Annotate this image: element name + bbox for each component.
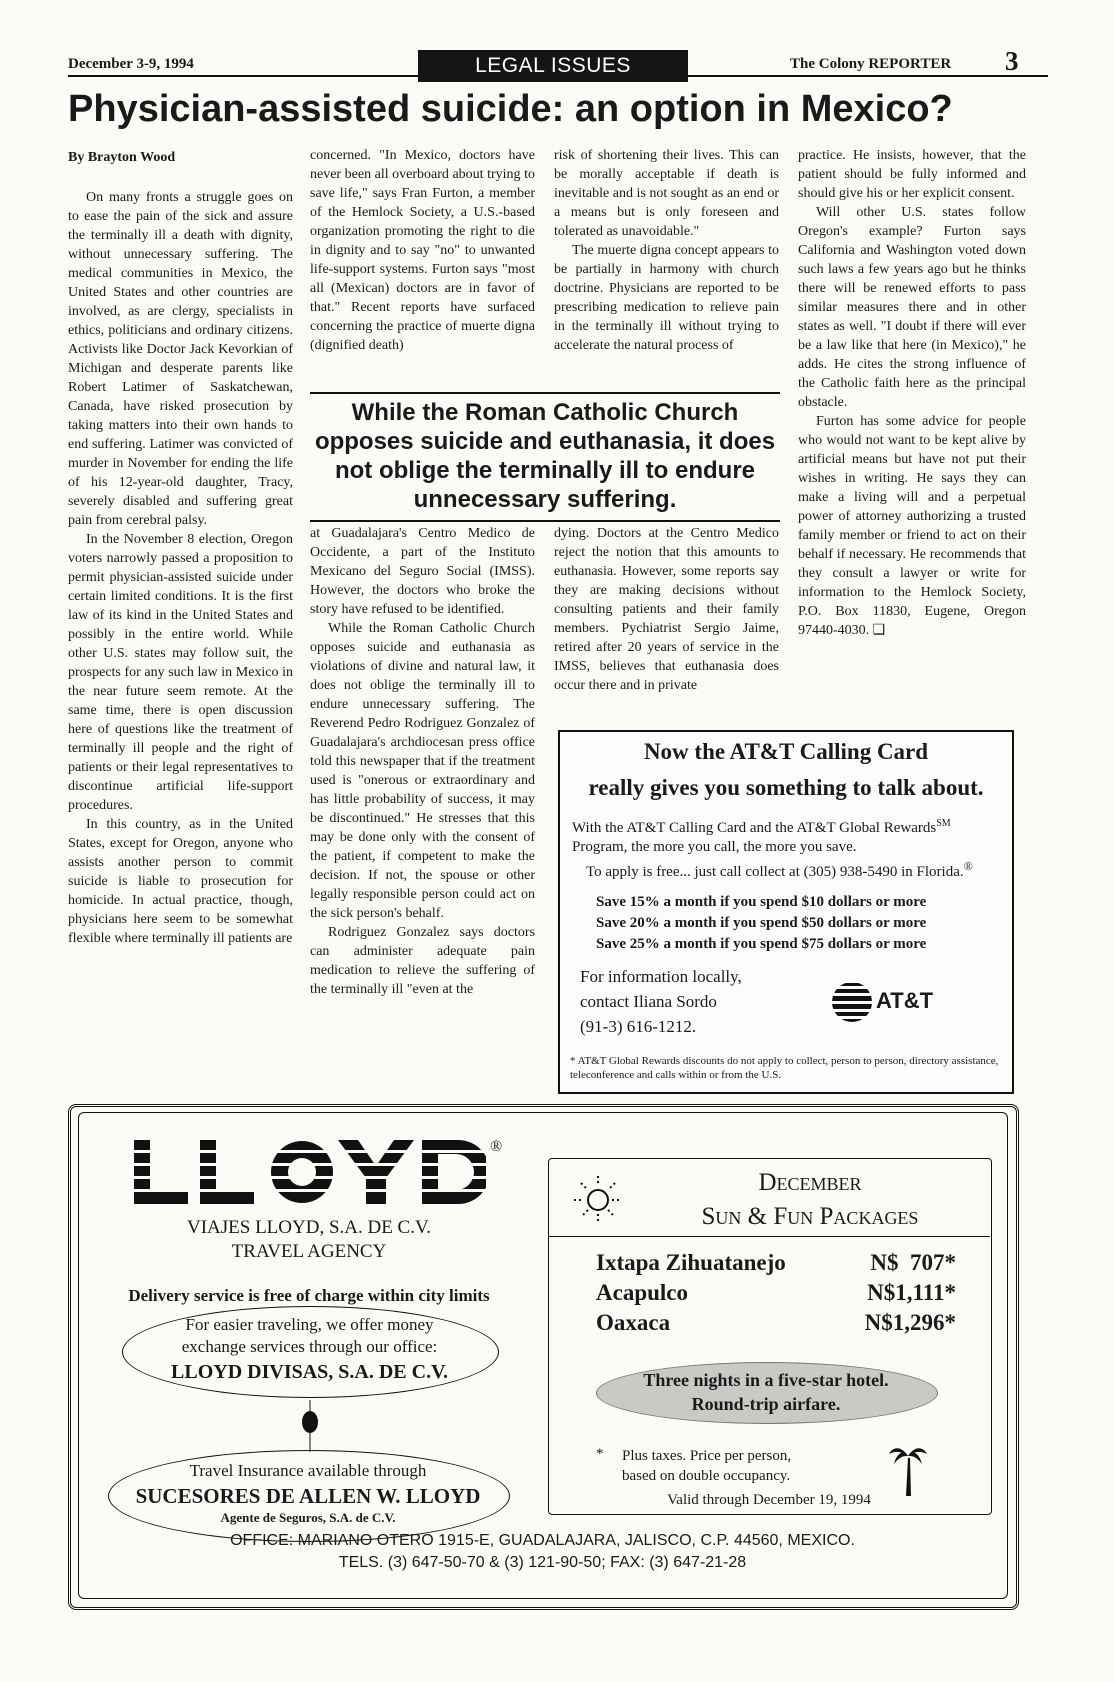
att-headline-1: Now the AT&T Calling Card [643, 739, 929, 764]
service-mark: SM [936, 818, 951, 829]
att-body [560, 814, 1012, 882]
packages-title [640, 1166, 980, 1234]
connector-dot-icon [300, 1400, 320, 1457]
paragraph: While the Roman Catholic Church opposes suicide and euthanasia as violations of divine and natural law, it does not oblige the terminally ill to endure unnecessary suffering. The Reverend Pedro Rodriguez Gonzalez of Guadalajara's archdiocesan press office told this newspaper that if the treatment used is "onerous or extraordinary and has little probability of success, it may be discontinued." He stresses that this may be done only with the consent of the patient, if competent to make the decision. If not, the spouse or other legally responsible person could act on the sick person's behalf. [310, 621, 535, 921]
att-logo-text: AT&T [876, 988, 934, 1013]
paragraph: In the November 8 election, Oregon voters narrowly passed a proposition to permit physician-assisted suicide under certain limited conditions. It is the first law of its kind in the United States and possibly in the entire world. While other U.S. states may follow suit, the prospects for any such law in Mexico in the near future seem remote. At the same time, there is open discussion here of questions like the treatment of terminally ill people and the right of patients or their legal representatives to discontinue artificial life-support procedures. [68, 532, 293, 813]
insurance-line: Travel Insurance available through [189, 1461, 427, 1480]
note-asterisk: * [596, 1446, 604, 1462]
info-line: contact Iliana Sordo [580, 992, 717, 1011]
att-savings-list [560, 892, 1012, 955]
att-logo [830, 980, 934, 1029]
office-address: OFFICE: MARIANO OTERO 1915-E, GUADALAJARA, JALISCO, C.P. 44560, MEXICO. [230, 1532, 855, 1549]
feature-line: Three nights in a five-star hotel. [643, 1370, 889, 1390]
paragraph: practice. He insists, however, that the patient should be fully informed and should give his or her explicit consent. [798, 148, 1026, 201]
registered-mark: ® [963, 859, 973, 873]
feature-line: Round-trip airfare. [691, 1394, 841, 1414]
att-body-line [572, 857, 1000, 882]
pull-quote: While the Roman Catholic Church opposes suicide and euthanasia, it does not oblige the terminally ill to endure unnecessary suffering. [310, 392, 780, 522]
exchange-line: For easier traveling, we offer money [185, 1315, 434, 1334]
paragraph [798, 412, 1026, 640]
att-body-text: To apply is free... just call collect at (305) 938-5490 in Florida. [586, 864, 964, 880]
paragraph: dying. Doctors at the Centro Medico reject the notion that this amounts to euthanasia. However, some reports say they are making decisions without consulting patients and their family members. Pychiatrist Sergio Jaime, retired after 20 years of service in the IMSS, believes that euthanasia does occur there and in private [554, 526, 779, 693]
destination-list [596, 1248, 956, 1338]
article-column-2-bottom [310, 524, 535, 999]
paragraph: risk of shortening their lives. This can be morally acceptable if death is inevitable and is not sought as an end or a means but is only foreseen and tolerated as unavoidable." [554, 148, 779, 239]
paragraph: Rodriguez Gonzalez says doctors can administer adequate pain medication to relieve the suffering of the terminally ill "even at the [310, 925, 535, 997]
lloyd-exchange-text [122, 1314, 497, 1383]
att-calling-card-ad [558, 730, 1014, 1094]
article-headline: Physician-assisted suicide: an option in Mexico? [68, 88, 953, 130]
info-line: For information locally, [580, 967, 742, 986]
lloyd-agency-label: TRAVEL AGENCY [231, 1241, 387, 1262]
package-features [596, 1368, 936, 1416]
lloyd-office-info [80, 1530, 1005, 1574]
lloyd-registered-mark: ® [490, 1138, 503, 1155]
destination-row [596, 1308, 956, 1338]
article-column-2-top [310, 146, 535, 355]
note-line: based on double occupancy. [622, 1468, 791, 1484]
att-body-text: With the AT&T Calling Card and the AT&T Global Rewards [572, 820, 937, 836]
paragraph: concerned. "In Mexico, doctors have never been all overboard about trying to save life," says Fran Furton, a member of the Hemlock Society, a U.S.-based organization promoting the right to die in dignity and to say "no" to unwanted life-support systems. Furton says "most all (Mexican) doctors are in favor of that." Recent reports have surfaced concerning the practice of muerte digna (dignified death) [310, 148, 535, 353]
destination-name: Ixtapa Zihuatanejo [596, 1250, 786, 1275]
exchange-line: exchange services through our office: [181, 1337, 438, 1356]
destination-price: N$1,296* [864, 1310, 956, 1335]
package-valid-through: Valid through December 19, 1994 [667, 1492, 871, 1508]
att-body-line [572, 814, 1000, 838]
destination-name: Acapulco [596, 1280, 688, 1305]
byline: By Brayton Wood [68, 150, 176, 165]
savings-tier: Save 20% a month if you spend $50 dollars or more [596, 915, 927, 931]
paragraph: Will other U.S. states follow Oregon's example? Furton says California and Washington voted down such laws a few years ago but he thinks there will be renewed efforts to pass similar measures there and in other states as well. "I doubt if there will ever be a law like that here (in Mexico)," he adds. He cites the strong influence of the Catholic faith here as the principal obstacle. [798, 205, 1026, 410]
destination-row [596, 1278, 956, 1308]
packages-name: Sun & Fun Packages [701, 1203, 919, 1230]
note-line: Plus taxes. Price per person, [622, 1448, 792, 1464]
paragraph: On many fronts a struggle goes on to ease the pain of the sick and assure the terminally ill a death with dignity, without unnecessary suffering. The medical communities in Mexico, the United States and other countries are involved, as are clergy, specialists in ethics, politicians and ordinary citizens. Activists like Doctor Jack Kevorkian of Michigan and desperate parents like Robert Latimer of Saskatchewan, Canada, have risked prosecution by taking matters into their own hands to end suffering. Latimer was convicted of murder in November for ending the life of his 12-year-old daughter, Tracy, severely disabled and suffering great pain from cerebral palsy. [68, 190, 293, 528]
article-column-4 [798, 146, 1026, 640]
issue-date: December 3-9, 1994 [68, 56, 194, 72]
publication-name: The Colony REPORTER [790, 56, 952, 72]
sun-icon [572, 1174, 624, 1231]
lloyd-insurance-text [108, 1460, 508, 1526]
att-body-line: Program, the more you call, the more you save. [572, 839, 857, 855]
destination-name: Oaxaca [596, 1310, 671, 1335]
section-label: LEGAL ISSUES [418, 50, 688, 82]
package-note [622, 1446, 791, 1486]
lloyd-wordmark-icon [134, 1140, 486, 1204]
att-headline-2: really gives you something to talk about. [588, 775, 984, 800]
end-mark-icon: ❑ [872, 623, 886, 638]
lloyd-divisas: LLOYD DIVISAS, S.A. DE C.V. [171, 1361, 448, 1383]
article-column-3-bottom [554, 524, 779, 695]
destination-price: N$1,111* [867, 1280, 956, 1305]
destination-row [596, 1248, 956, 1278]
lloyd-striped-wordmark [134, 1140, 486, 1204]
paragraph-text: Furton has some advice for people who would not want to be kept alive by artificial means but have not put their wishes in writing. He says they can make a living will and a perpetual power of attorney authorizing a trusted family member or friend to act on their behalf if necessary. He recommends that they consult a lawyer or write for information to the Hemlock Society, P.O. Box 11830, Eugene, Oregon 97440-4030. [798, 414, 1026, 638]
lloyd-company-name: VIAJES LLOYD, S.A. DE C.V. [186, 1217, 432, 1238]
savings-tier: Save 25% a month if you spend $75 dollars or more [596, 936, 927, 952]
office-phones: TELS. (3) 647-50-70 & (3) 121-90-50; FAX: (3) 647-21-28 [338, 1554, 747, 1571]
article-column-3-top [554, 146, 779, 355]
destination-price: N$ 707* [870, 1250, 956, 1275]
lloyd-agente: Agente de Seguros, S.A. de C.V. [220, 1510, 396, 1525]
info-line: (91-3) 616-1212. [580, 1017, 697, 1036]
page-number: 3 [1005, 46, 1019, 76]
lloyd-sucesores: SUCESORES DE ALLEN W. LLOYD [135, 1484, 481, 1508]
att-globe-icon [830, 980, 874, 1024]
lloyd-delivery-note: Delivery service is free of charge within city limits [128, 1286, 490, 1305]
article-column-1 [68, 188, 293, 948]
savings-tier: Save 15% a month if you spend $10 dollars or more [596, 894, 927, 910]
att-footnote: * AT&T Global Rewards discounts do not apply to collect, person to person, directory assistance, teleconference and calls within or from the U.S. [570, 1055, 999, 1081]
paragraph: at Guadalajara's Centro Medico de Occidente, a part of the Instituto Mexicano del Seguro Social (IMSS). However, the doctors who broke the story have refused to be identified. [310, 526, 535, 617]
paragraph: In this country, as in the United States, except for Oregon, anyone who assists another person to commit suicide is liable to prosecution for homicide. In actual practice, though, physicians here seem to be somewhat flexible where terminally ill patients are [68, 817, 293, 946]
att-local-info [580, 964, 742, 1039]
lloyd-company-block [94, 1216, 524, 1264]
packages-month: December [758, 1169, 862, 1196]
paragraph: The muerte digna concept appears to be partially in harmony with church doctrine. Physicians are reported to be prescribing medication to relieve pain in the terminally ill without trying to accelerate the natural process of [554, 243, 779, 353]
